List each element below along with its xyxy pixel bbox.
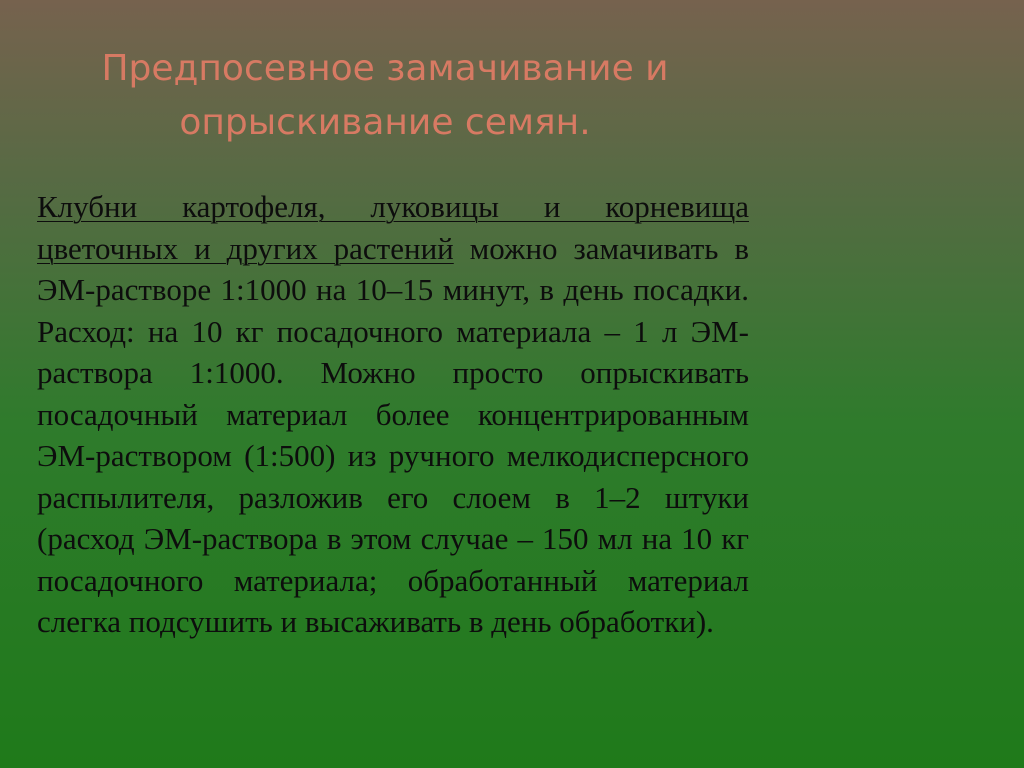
body-underlined-phrase: Клубни картофеля, луковицы и корневища цветочных и других растений bbox=[37, 189, 749, 266]
slide-title-line-2: опрыскивание семян. bbox=[179, 102, 591, 143]
slide-body-text bbox=[37, 186, 749, 643]
slide-title bbox=[60, 42, 710, 150]
slide-title-line-1: Предпосевное замачивание и bbox=[101, 48, 669, 89]
body-rest-text: можно замачивать в ЭМ-растворе 1:1000 на 10–15 минут, в день посадки. Расход: на 10 кг посадочного материала – 1 л ЭМ-раствора 1:1000. Можно просто опрыскивать посадочный материал более концентрированным ЭМ-раствором (1:500) из ручного мелкодисперсного распылителя, разложив его слоем в 1–2 штуки (расход ЭМ-раствора в этом случае – 150 мл на 10 кг посадочного материала; обработанный материал слегка подсушить и высаживать в день обработки). bbox=[37, 230, 749, 639]
